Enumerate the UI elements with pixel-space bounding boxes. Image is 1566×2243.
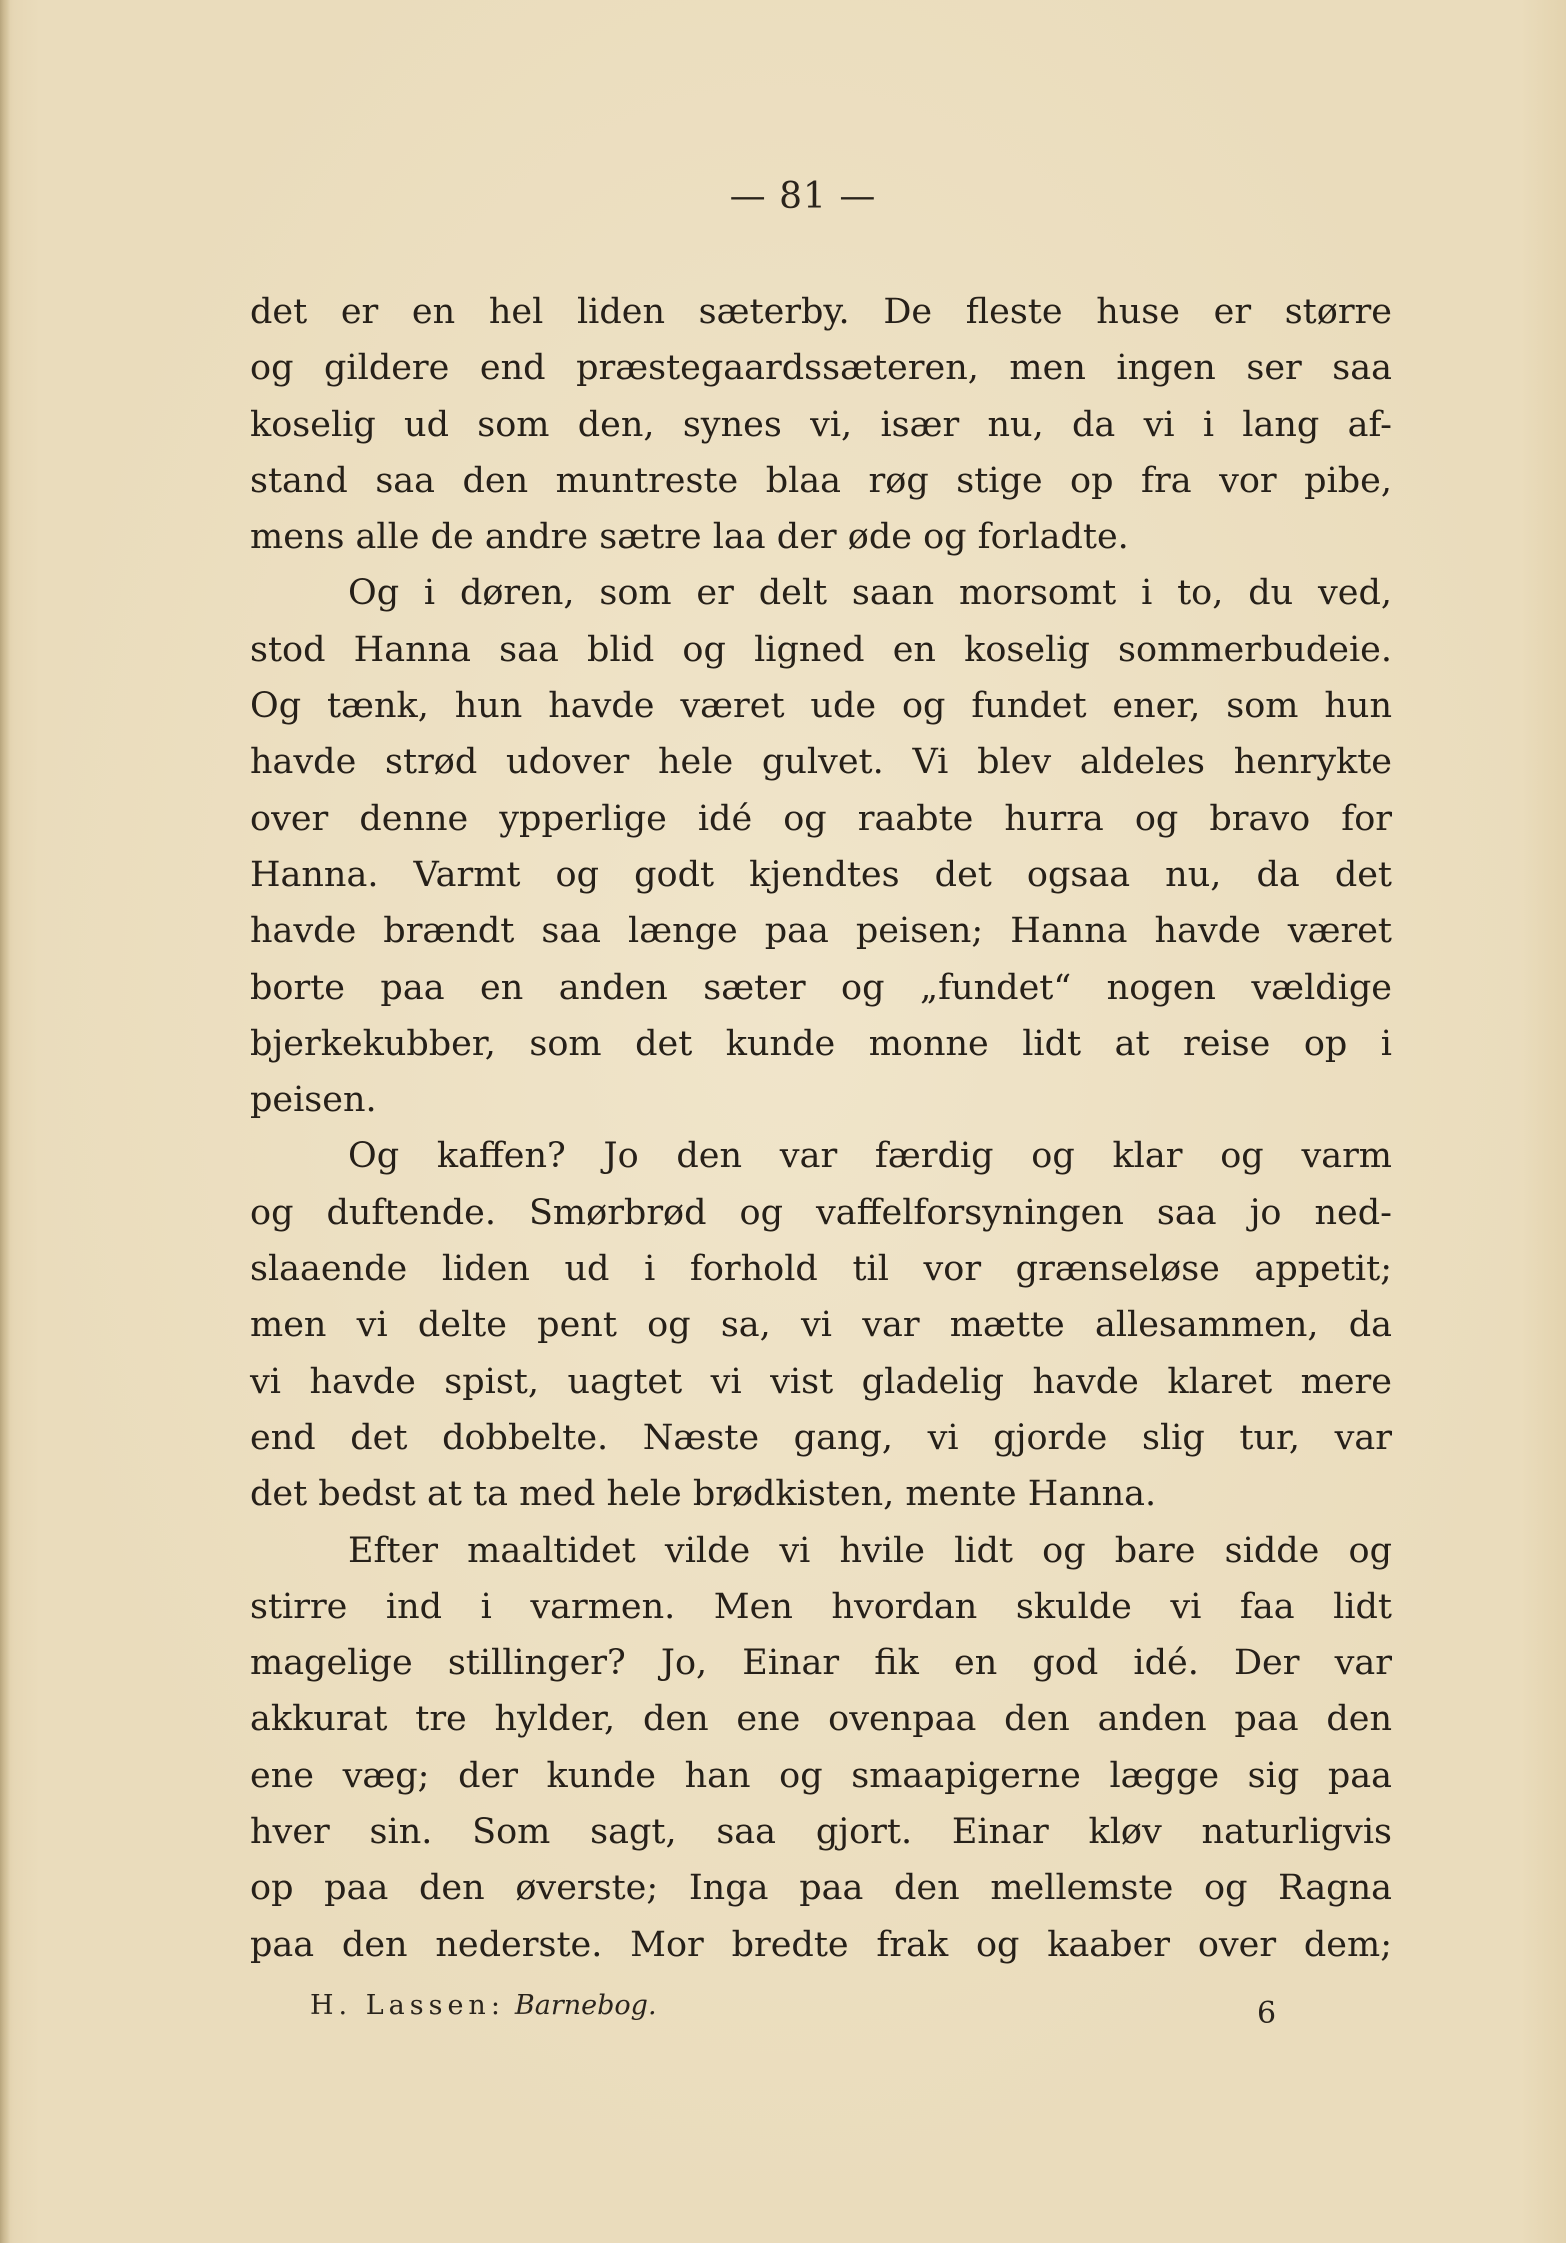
- footer-book-title: Barnebog.: [514, 1990, 657, 2021]
- text-line: havde brændt saa længe paa peisen; Hanna havde været: [250, 911, 1392, 952]
- text-line: hver sin. Som sagt, saa gjort. Einar kløv naturligvis: [250, 1812, 1392, 1853]
- text-line: koselig ud som den, synes vi, især nu, da vi i lang af-: [250, 404, 1392, 445]
- text-line: op paa den øverste; Inga paa den mellemste og Ragna: [250, 1868, 1392, 1909]
- text-line: magelige stillinger? Jo, Einar fik en god idé. Der var: [250, 1643, 1392, 1684]
- page-number: — 81 —: [729, 176, 877, 217]
- text-line: slaaende liden ud i forhold til vor grænseløse appetit;: [250, 1249, 1392, 1290]
- text-line: over denne ypperlige idé og raabte hurra og bravo for: [250, 798, 1392, 839]
- text-line: Og tænk, hun havde været ude og fundet ener, som hun: [250, 686, 1392, 727]
- text-line: ene væg; der kunde han og smaapigerne lægge sig paa: [250, 1755, 1392, 1796]
- sheet-number: 6: [1257, 1996, 1277, 2031]
- text-line: bjerkekubber, som det kunde monne lidt at reise op i: [250, 1023, 1392, 1064]
- text-line: det er en hel liden sæterby. De fleste huse er større: [250, 292, 1392, 332]
- footer-author: H. Lassen:: [310, 1990, 505, 2021]
- page-binding-edge: [0, 0, 10, 2243]
- text-line: men vi delte pent og sa, vi var mætte allesammen, da: [250, 1305, 1392, 1346]
- text-line: vi havde spist, uagtet vi vist gladelig havde klaret mere: [250, 1361, 1392, 1402]
- text-line: borte paa en anden sæter og „fundet“ nogen vældige: [250, 967, 1392, 1008]
- text-line: mens alle de andre sætre laa der øde og forladte.: [250, 517, 1129, 558]
- text-line: peisen.: [250, 1080, 377, 1121]
- text-line: stirre ind i varmen. Men hvordan skulde vi faa lidt: [250, 1586, 1392, 1627]
- text-line: Efter maaltidet vilde vi hvile lidt og bare sidde og: [348, 1530, 1392, 1571]
- text-line: og gildere end præstegaardssæteren, men ingen ser saa: [250, 348, 1392, 389]
- text-line: stod Hanna saa blid og ligned en koselig sommerbudeie.: [250, 629, 1392, 670]
- text-line: havde strød udover hele gulvet. Vi blev aldeles henrykte: [250, 742, 1392, 783]
- text-line: stand saa den muntreste blaa røg stige op fra vor pibe,: [250, 460, 1392, 501]
- text-line: og duftende. Smørbrød og vaffelforsyningen saa jo ned-: [250, 1192, 1392, 1233]
- text-line: Og kaffen? Jo den var færdig og klar og varm: [348, 1136, 1392, 1177]
- text-line: Og i døren, som er delt saan morsomt i to, du ved,: [348, 573, 1392, 614]
- text-line: Hanna. Varmt og godt kjendtes det ogsaa nu, da det: [250, 854, 1392, 895]
- text-line: det bedst at ta med hele brødkisten, mente Hanna.: [250, 1474, 1157, 1515]
- text-line: akkurat tre hylder, den ene ovenpaa den anden paa den: [250, 1699, 1392, 1740]
- text-line: end det dobbelte. Næste gang, vi gjorde slig tur, var: [250, 1417, 1392, 1458]
- text-line: paa den nederste. Mor bredte frak og kaaber over dem;: [250, 1924, 1392, 1965]
- body-text: [250, 284, 1392, 1973]
- footer-signature: [310, 1990, 657, 2021]
